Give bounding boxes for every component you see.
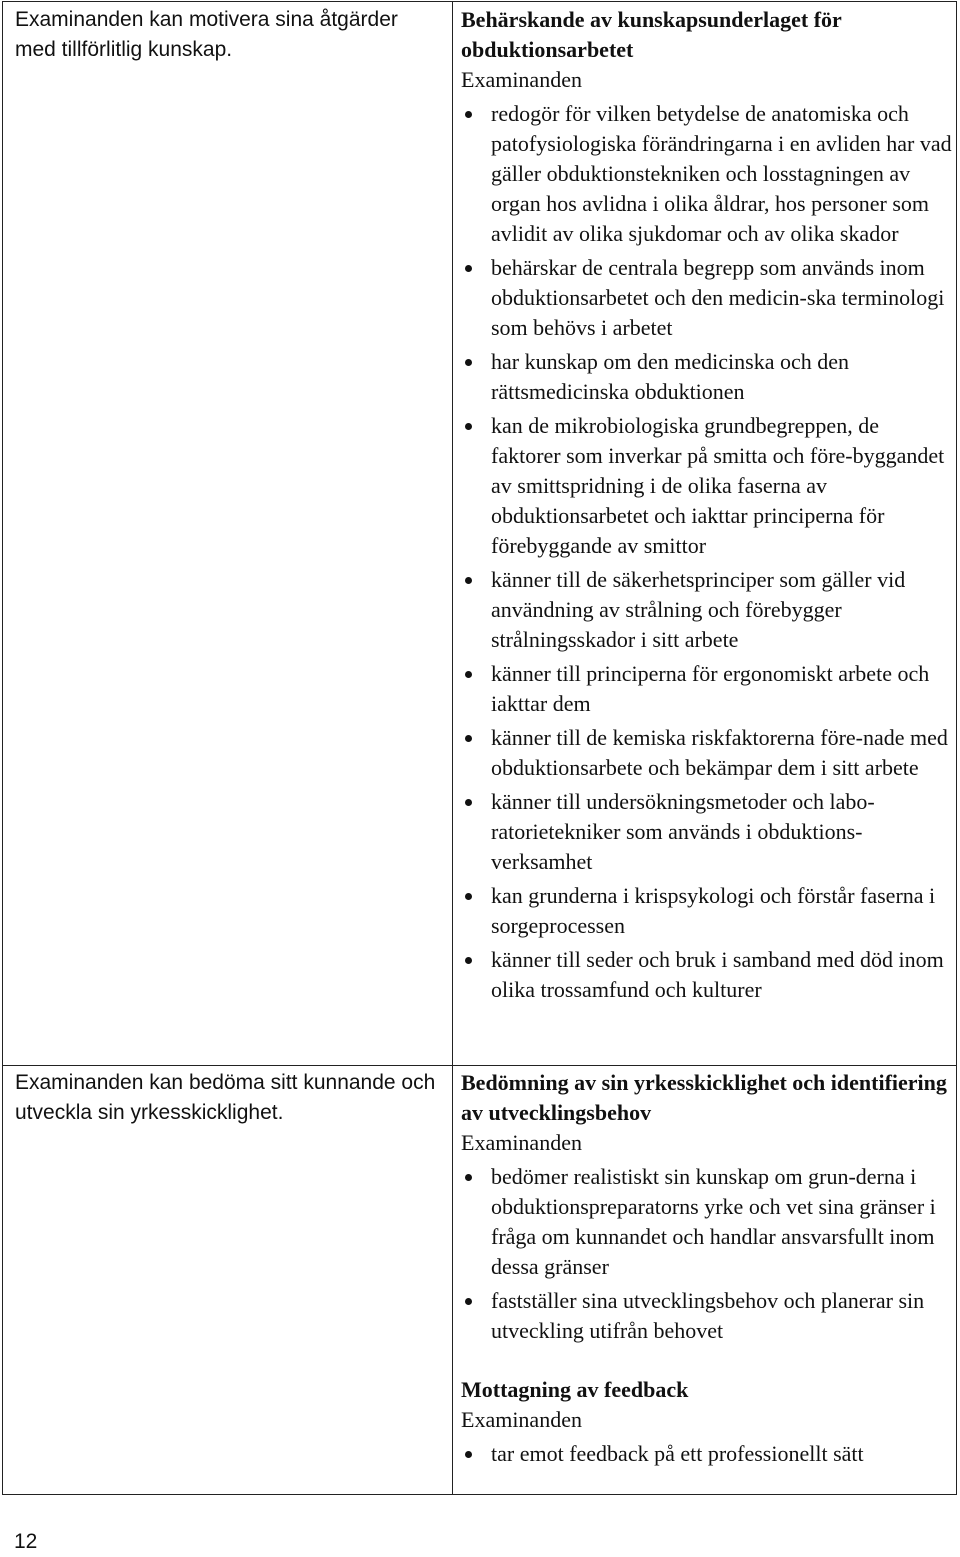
list-item: känner till principerna för ergonomiskt arbete och iakttar dem: [461, 659, 953, 719]
list-item: kan de mikrobiologiska grundbegreppen, de faktorer som inverkar på smitta och före-byggandet av smittspridning i de olika faserna av obduktionsarbetet och iakttar principerna för förebyggande av smittor: [461, 411, 953, 561]
row-divider: [3, 1065, 956, 1066]
section-title: Bedömning av sin yrkesskicklighet och identifiering av utvecklingsbehov: [461, 1070, 947, 1125]
list-item: känner till de säkerhetsprinciper som gäller vid användning av strålning och förebygger strålningsskador i sitt arbete: [461, 565, 953, 655]
section-subject: Examinanden: [461, 1130, 582, 1155]
list-item: tar emot feedback på ett professionellt sätt: [461, 1439, 953, 1469]
criteria-list: [461, 99, 953, 1005]
list-item: känner till seder och bruk i samband med död inom olika trossamfund och kulturer: [461, 945, 953, 1005]
section-knowledge: [461, 5, 953, 1005]
column-divider: [452, 2, 453, 1494]
section-feedback: [461, 1375, 953, 1469]
list-item: kan grunderna i krispsykologi och förstår faserna i sorgeprocessen: [461, 881, 953, 941]
section-subject: Examinanden: [461, 1407, 582, 1432]
list-item: känner till undersökningsmetoder och labo-ratorietekniker som används i obduktions-verksamhet: [461, 787, 953, 877]
criteria-list: [461, 1162, 953, 1346]
list-item: fastställer sina utvecklingsbehov och planerar sin utveckling utifrån behovet: [461, 1286, 953, 1346]
criteria-list: [461, 1439, 953, 1469]
section-title: Mottagning av feedback: [461, 1377, 689, 1402]
list-item: har kunskap om den medicinska och den rättsmedicinska obduktionen: [461, 347, 953, 407]
list-item: bedömer realistiskt sin kunskap om grun-derna i obduktionspreparatorns yrke och vet sina gränser i fråga om kunnandet och handlar ansvarsfullt inom dessa gränser: [461, 1162, 953, 1282]
list-item: behärskar de centrala begrepp som används inom obduktionsarbetet och den medicin-ska terminologi som behövs i arbetet: [461, 253, 953, 343]
section-subject: Examinanden: [461, 67, 582, 92]
left-cell-bottom: Examinanden kan bedöma sitt kunnande och utveckla sin yrkesskicklighet.: [15, 1071, 436, 1124]
criteria-table: [2, 1, 957, 1495]
section-self-assessment: [461, 1068, 953, 1346]
list-item: redogör för vilken betydelse de anatomiska och patofysiologiska förändringarna i en avliden har vad gäller obduktionstekniken och losstagningen av organ hos avlidna i olika åldrar, hos personer som avlidit av olika sjukdomar och av olika skador: [461, 99, 953, 249]
section-title: Behärskande av kunskapsunderlaget för obduktionsarbetet: [461, 7, 842, 62]
left-cell-top: Examinanden kan motivera sina åtgärder med tillförlitlig kunskap.: [15, 8, 398, 61]
page-number: 12: [14, 1530, 38, 1553]
list-item: känner till de kemiska riskfaktorerna före-nade med obduktionsarbete och bekämpar dem i sitt arbete: [461, 723, 953, 783]
